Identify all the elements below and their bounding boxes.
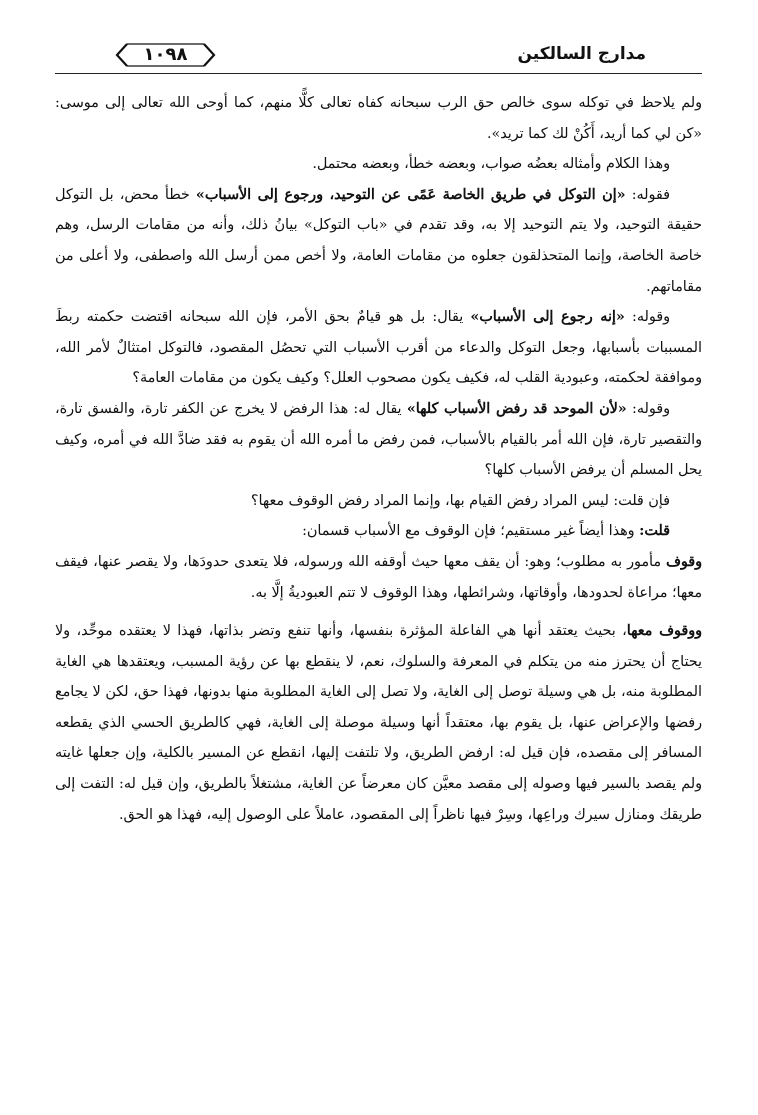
emphasized-text: ووقوف معها — [626, 623, 702, 640]
paragraph — [55, 180, 702, 302]
paragraph-text: فإن قلت: ليس المراد رفض القيام بها، وإنما المراد رفض الوقوف معها؟ — [250, 492, 670, 509]
header-rule — [55, 73, 702, 74]
page-number-frame — [113, 42, 218, 68]
paragraph-text: خطأ محض، بل التوكل حقيقة التوحيد، ولا يتم التوحيد إلا به، وقد تقدم في «باب التوكل» بيانُ ذلك، وأنه من مقامات الرسل، وهم خاصة الخاصة، وإنما المتحذلقون جعلوه من مقامات العامة، ولا أخص ممن أرسل الله واصطفى، ولا أعلى من مقاماتهم. — [55, 186, 702, 295]
paragraph — [55, 486, 702, 517]
emphasized-text: قلت: — [639, 523, 670, 540]
paragraph — [55, 88, 702, 149]
page-body — [55, 88, 702, 830]
paragraph-text: وقوله: — [624, 309, 670, 326]
paragraph-text: يقال له: هذا الرفض لا يخرج عن الكفر تارة، والفسق تارة، والتقصير تارة، فإن الله أمر بالقيام بالأسباب، فمن رفض ما أمره الله أن يقوم به فقد ضادَّ الله في أمره، وكيف يحل المسلم أن يرفض الأسباب كلها؟ — [55, 400, 702, 479]
paragraph — [55, 616, 702, 830]
paragraph-text: ولم يلاحظ في توكله سوى خالص حق الرب سبحانه كفاه تعالى كلًّا منهم، كما أوحى الله تعالى إلى موسى: «كن لي كما أريد، أَكُنْ لك كما تريد». — [55, 95, 702, 142]
paragraph — [55, 547, 702, 608]
paragraph-text: وقوله: — [626, 400, 671, 417]
paragraph — [55, 149, 702, 180]
paragraph — [55, 516, 702, 547]
running-title: مدارج السالكين — [517, 44, 646, 64]
paragraph — [55, 302, 702, 394]
emphasized-text: «لأن الموحد قد رفض الأسباب كلها» — [406, 400, 627, 417]
paragraph-text: فقوله: — [625, 186, 670, 203]
page-number: ١٠٩٨ — [143, 44, 188, 65]
emphasized-text: وقوف — [666, 553, 702, 570]
page-header — [55, 0, 702, 70]
paragraph-text: وهذا أيضاً غير مستقيم؛ فإن الوقوف مع الأسباب قسمان: — [302, 523, 640, 540]
paragraph-text: وهذا الكلام وأمثاله بعضُه صواب، وبعضه خطأ، وبعضه محتمل. — [312, 156, 670, 173]
paragraph — [55, 394, 702, 486]
emphasized-text: «إنه رجوع إلى الأسباب» — [470, 309, 625, 326]
paragraph-text: ، بحيث يعتقد أنها هي الفاعلة المؤثرة بنفسها، وأنها تنفع وتضر بذاتها، فهذا لا يعتقده موحِّد، ولا يحتاج أن يحترز منه من يتكلم في المعرفة والسلوك، نعم، لا ينقطع بها عن رؤية المسبب، ويعتقدها هي الغاية المطلوبة منه، بل هي وسيلة توصل إلى الغاية، ولا تصل إلى الغاية المطلوبة منها بدونها، فهذا حق، لكن لا يجامع رفضها والإعراض عنها، بل يقوم بها، معتقداً أنها وسيلة موصلة إلى الغاية، فهي كالطريق الحسي الذي يقطعه المسافر إلى مقصده، فإن قيل له: ارفض الطريق، ولا تلتفت إليها، انقطع عن المسير بالكلية، وإن جعلها غايته ولم يقصد بالسير فيها وصوله إلى مقصد معيَّن كان معرضاً عن الغاية، مشتغلاً بالطريق، وإن قيل له: التفت إلى طريقك ومنازل سيرك وراعِها، وسِرْ فيها ناظراً إلى المقصود، عاملاً على الوصول إليه، فهذا هو الحق. — [55, 623, 702, 823]
paragraph-text: مأمور به مطلوب؛ وهو: أن يقف معها حيث أوقفه الله ورسوله، فلا يتعدى حدودَها، ولا يقصر عنها، فيقف معها؛ مراعاة لحدودها، وأوقاتها، وشرائطها، وهذا الوقوف لا تتم العبوديةُ إلَّا به. — [55, 553, 702, 601]
paragraph-text: يقال: بل هو قيامٌ بحق الأمر، فإن الله سبحانه اقتضت حكمته ربطَ المسببات بأسبابها، وجعل التوكل والدعاء من أقرب الأسباب التي تحصُل المقصود، فالتوكل امتثالٌ لأمر الله، وموافقة لحكمته، وعبودية القلب له، فكيف يكون مصحوب العلل؟ وكيف يكون من مقامات العامة؟ — [55, 309, 702, 387]
emphasized-text: «إن التوكل في طريق الخاصة عَمًى عن التوحيد، ورجوع إلى الأسباب» — [195, 186, 626, 203]
